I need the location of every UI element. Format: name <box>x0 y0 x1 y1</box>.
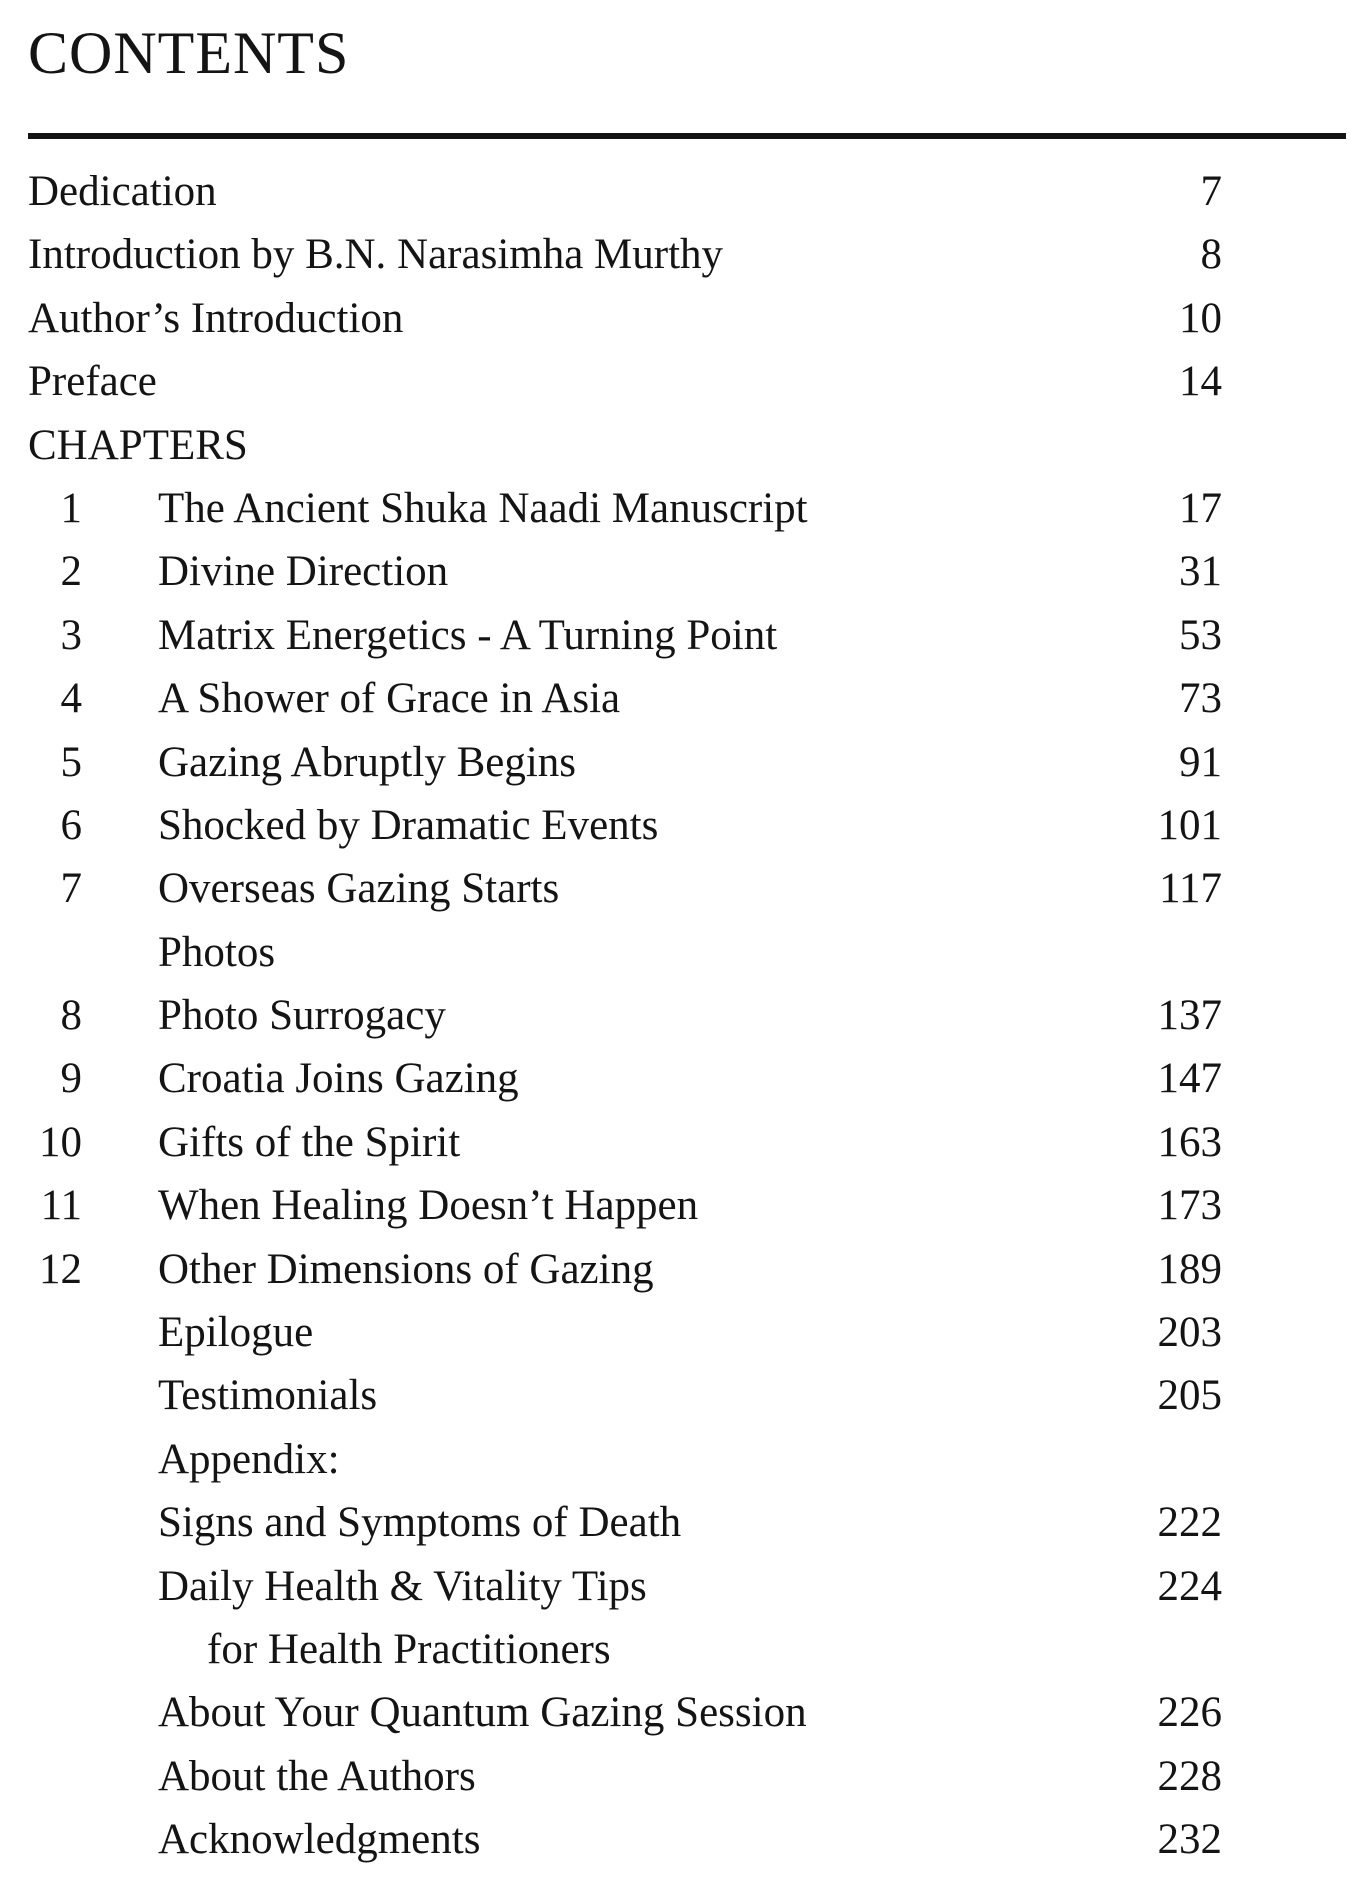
entry-title: Testimonials <box>158 1372 378 1420</box>
toc-entry <box>0 414 1360 477</box>
toc-entry <box>0 1428 1360 1491</box>
page-number: 73 <box>1179 675 1222 723</box>
page-number: 7 <box>1200 168 1222 215</box>
entry-title: Daily Health & Vitality Tips <box>158 1562 647 1610</box>
page-number: 224 <box>1157 1562 1222 1610</box>
entry-title: Acknowledgments <box>158 1816 481 1864</box>
toc-entry <box>0 1111 1360 1174</box>
chapter-number: 9 <box>60 1055 82 1103</box>
toc-entry <box>0 984 1360 1047</box>
table-of-contents <box>0 160 1360 1872</box>
toc-entry <box>0 1174 1360 1237</box>
page-number: 163 <box>1157 1118 1222 1166</box>
page-title: CONTENTS <box>28 20 350 86</box>
toc-entry <box>0 287 1360 350</box>
entry-title: Introduction by B.N. Narasimha Murthy <box>28 231 724 279</box>
page-number: 14 <box>1179 358 1222 406</box>
entry-title: The Ancient Shuka Naadi Manuscript <box>158 484 808 532</box>
toc-entry <box>0 857 1360 920</box>
chapter-number: 1 <box>60 484 82 532</box>
toc-entry <box>0 1364 1360 1427</box>
chapter-number: 2 <box>60 548 82 596</box>
title-rule <box>28 133 1346 139</box>
toc-entry <box>0 1491 1360 1554</box>
page-number: 205 <box>1157 1372 1222 1420</box>
page-number: 10 <box>1179 294 1222 342</box>
entry-title: Photo Surrogacy <box>158 992 446 1040</box>
page-number: 117 <box>1159 865 1222 913</box>
entry-title: Signs and Symptoms of Death <box>158 1499 682 1547</box>
toc-entry <box>0 1681 1360 1744</box>
entry-title: Shocked by Dramatic Events <box>158 801 659 849</box>
page-number: 53 <box>1179 611 1222 659</box>
page-number: 137 <box>1157 992 1222 1040</box>
entry-title: Matrix Energetics - A Turning Point <box>158 611 778 659</box>
page-number: 147 <box>1157 1055 1222 1103</box>
page-number: 228 <box>1157 1752 1222 1800</box>
chapter-number: 3 <box>60 611 82 659</box>
chapter-number: 5 <box>60 738 82 786</box>
page-number: 91 <box>1179 738 1222 786</box>
page-number: 222 <box>1157 1499 1222 1547</box>
entry-title: CHAPTERS <box>28 421 248 469</box>
chapter-number: 12 <box>39 1245 82 1293</box>
toc-entry <box>0 731 1360 794</box>
entry-title: A Shower of Grace in Asia <box>158 675 621 723</box>
toc-entry <box>0 540 1360 603</box>
entry-title: Preface <box>28 358 157 406</box>
chapter-number: 6 <box>60 801 82 849</box>
entry-title: About Your Quantum Gazing Session <box>158 1689 807 1737</box>
toc-entry <box>0 1745 1360 1808</box>
toc-entry <box>0 921 1360 984</box>
toc-entry <box>0 1618 1360 1681</box>
toc-entry <box>0 667 1360 730</box>
entry-title: Croatia Joins Gazing <box>158 1055 519 1103</box>
page-number: 226 <box>1157 1689 1222 1737</box>
toc-entry <box>0 1301 1360 1364</box>
entry-title: Divine Direction <box>158 548 449 596</box>
page-number: 31 <box>1179 548 1222 596</box>
page-number: 101 <box>1157 801 1222 849</box>
page-number: 203 <box>1157 1309 1222 1357</box>
chapter-number: 8 <box>60 992 82 1040</box>
entry-title: Dedication <box>28 168 217 215</box>
toc-entry <box>0 223 1360 286</box>
page-number: 17 <box>1179 484 1222 532</box>
chapter-number: 4 <box>60 675 82 723</box>
entry-title: Author’s Introduction <box>28 294 404 342</box>
entry-title: Gifts of the Spirit <box>158 1118 461 1166</box>
toc-entry <box>0 1555 1360 1618</box>
toc-entry <box>0 1238 1360 1301</box>
toc-entry <box>0 1808 1360 1871</box>
chapter-number: 10 <box>39 1118 82 1166</box>
toc-entry <box>0 350 1360 413</box>
page-number: 173 <box>1157 1182 1222 1230</box>
toc-entry <box>0 794 1360 857</box>
entry-title: About the Authors <box>158 1752 476 1800</box>
page-number: 8 <box>1200 231 1222 279</box>
entry-title: Appendix: <box>158 1435 340 1483</box>
entry-title: Other Dimensions of Gazing <box>158 1245 654 1293</box>
toc-entry <box>0 1047 1360 1110</box>
entry-title: Epilogue <box>158 1309 314 1357</box>
toc-entry <box>0 604 1360 667</box>
entry-title: When Healing Doesn’t Happen <box>158 1182 699 1230</box>
toc-entry <box>0 160 1360 223</box>
entry-title: Gazing Abruptly Begins <box>158 738 577 786</box>
chapter-number: 7 <box>60 865 82 913</box>
entry-title: for Health Practitioners <box>207 1625 611 1673</box>
entry-title: Overseas Gazing Starts <box>158 865 560 913</box>
page-number: 189 <box>1157 1245 1222 1293</box>
entry-title: Photos <box>158 928 276 976</box>
page-number: 232 <box>1157 1816 1222 1864</box>
chapter-number: 11 <box>40 1182 82 1230</box>
toc-entry <box>0 477 1360 540</box>
